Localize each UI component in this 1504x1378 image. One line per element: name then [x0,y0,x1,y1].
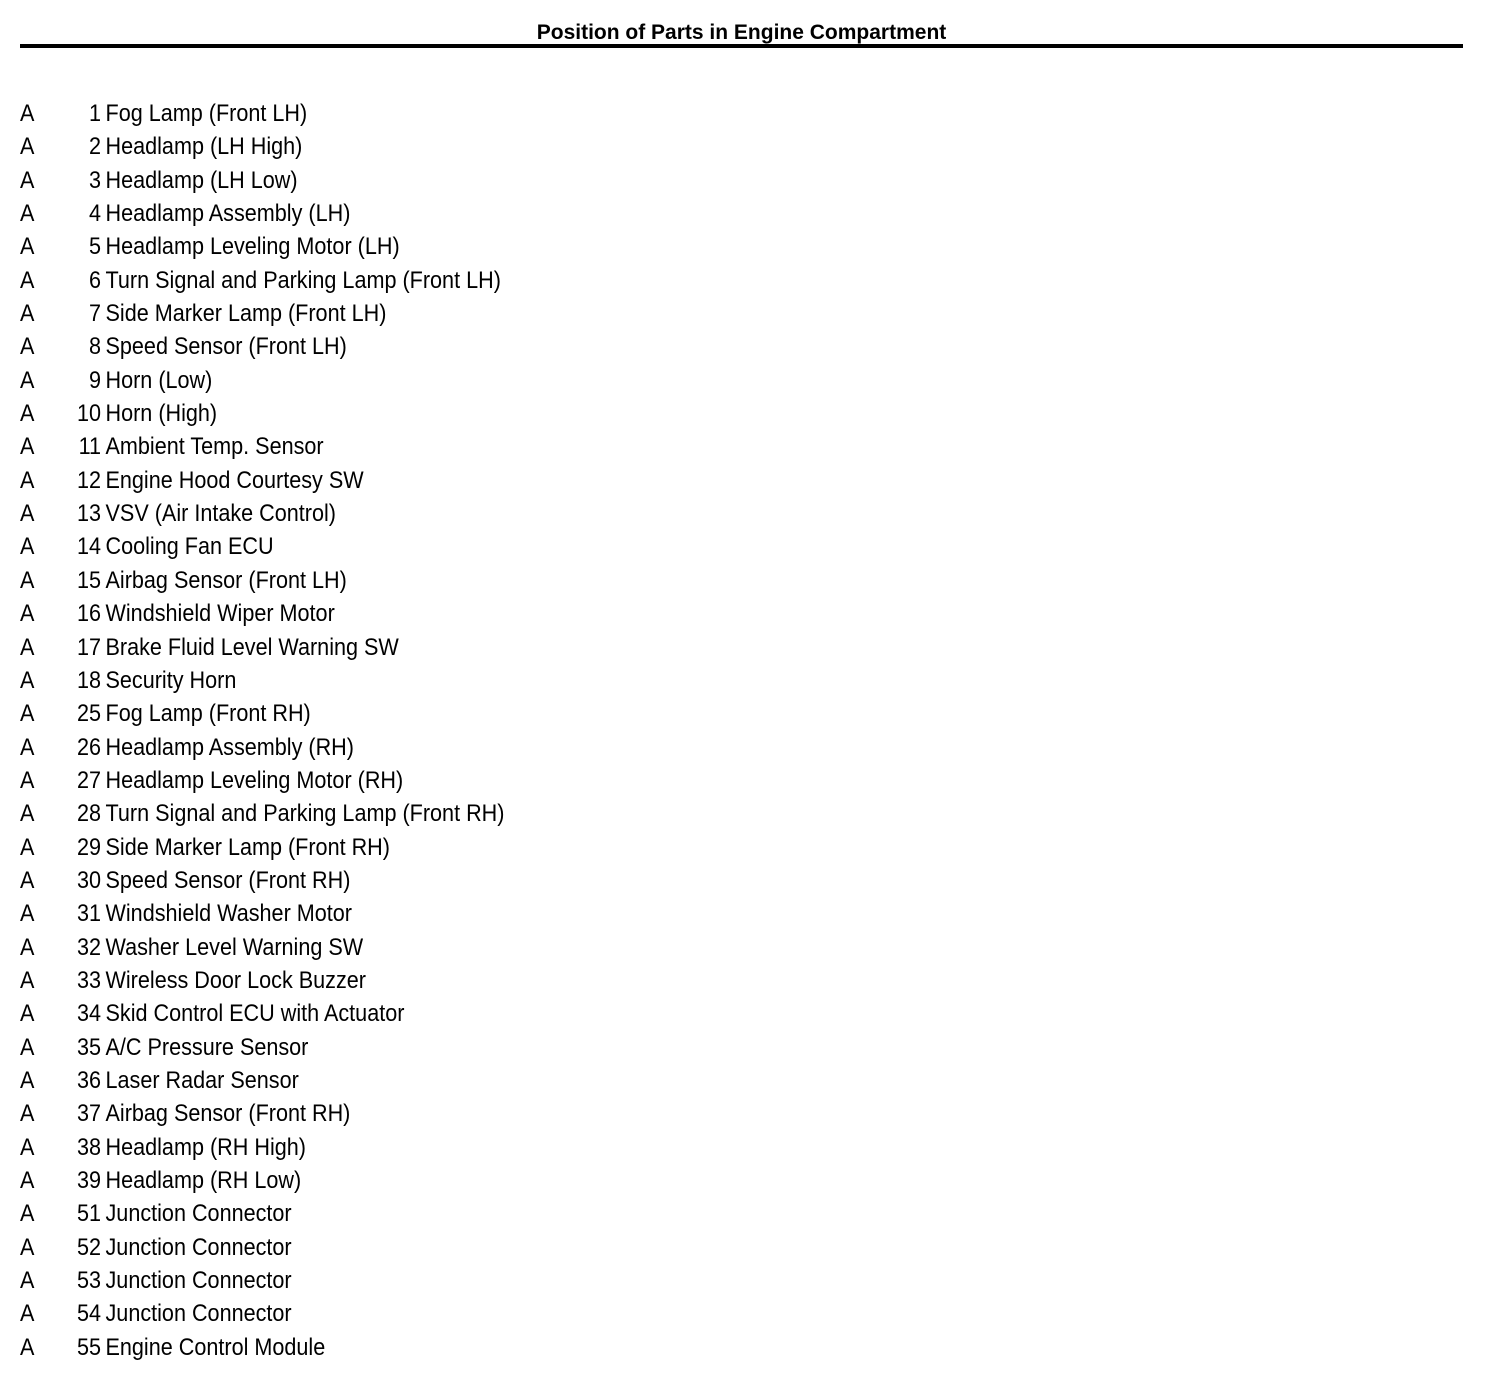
part-row [20,764,650,797]
part-number: 52 [76,1233,101,1261]
part-row [20,230,650,263]
part-name: Security Horn [105,666,237,694]
part-name: Windshield Wiper Motor [105,600,335,628]
part-code: A [20,1066,35,1094]
part-name: A/C Pressure Sensor [105,1033,309,1061]
part-number: 3 [88,166,101,194]
part-code: A [20,833,35,861]
part-number: 7 [88,300,101,328]
part-number: 53 [76,1267,101,1295]
part-name: Headlamp Assembly (LH) [105,200,351,228]
part-name: Headlamp Leveling Motor (RH) [105,766,404,794]
part-row [20,197,650,230]
part-number: 29 [76,833,101,861]
part-row [20,1031,650,1064]
part-code: A [20,466,35,494]
part-row [20,164,650,197]
part-number: 31 [76,900,101,928]
part-code: A [20,400,35,428]
part-row [20,1164,650,1197]
part-name: Brake Fluid Level Warning SW [105,633,399,661]
part-row [20,664,650,697]
part-name: Fog Lamp (Front RH) [105,700,311,728]
part-name: Cooling Fan ECU [105,533,274,561]
part-number: 55 [76,1333,101,1361]
part-row [20,1064,650,1097]
part-name: Engine Hood Courtesy SW [105,466,364,494]
part-name: Headlamp (RH High) [105,1133,306,1161]
part-code: A [20,1200,35,1228]
part-name: Washer Level Warning SW [105,933,364,961]
part-row [20,330,650,363]
part-row [20,1331,650,1364]
part-number: 51 [76,1200,101,1228]
part-code: A [20,433,35,461]
part-name: Headlamp (RH Low) [105,1167,302,1194]
part-code: A [20,1233,35,1261]
part-number: 6 [88,266,101,294]
part-row [20,597,650,630]
part-code: A [20,333,35,361]
part-row [20,931,650,964]
part-name: Headlamp (LH Low) [105,166,298,194]
part-number: 54 [76,1300,101,1328]
part-number: 25 [76,700,101,728]
part-code: A [20,133,35,161]
part-row [20,564,650,597]
part-code: A [20,1133,35,1161]
part-row [20,897,650,930]
part-code: A [20,1267,35,1295]
part-code: A [20,200,35,228]
part-code: A [20,1300,35,1328]
part-name: Headlamp Leveling Motor (LH) [105,233,400,261]
part-row [20,297,650,330]
part-row [20,1231,650,1264]
part-row [20,1097,650,1130]
part-number: 2 [88,133,101,161]
part-code: A [20,700,35,728]
part-number: 35 [76,1033,101,1061]
part-row [20,797,650,830]
part-number: 33 [76,966,101,994]
part-number: 14 [76,533,101,561]
part-number: 16 [76,600,101,628]
part-row [20,1297,650,1330]
part-name: Headlamp (LH High) [105,133,303,161]
part-code: A [20,533,35,561]
part-name: Horn (High) [105,400,218,428]
part-name: VSV (Air Intake Control) [105,500,336,528]
parts-list [20,97,720,1364]
part-code: A [20,500,35,528]
part-row [20,97,650,130]
part-number: 10 [76,400,101,428]
part-name: Skid Control ECU with Actuator [105,1000,405,1028]
part-row [20,130,650,163]
part-number: 18 [76,666,101,694]
part-code: A [20,800,35,828]
part-name: Ambient Temp. Sensor [105,433,324,461]
part-number: 38 [76,1133,101,1161]
part-code: A [20,633,35,661]
part-row [20,631,650,664]
part-number: 13 [76,500,101,528]
page-title: Position of Parts in Engine Compartment [536,21,947,44]
part-name: Junction Connector [105,1300,292,1328]
part-code: A [20,566,35,594]
part-name: Airbag Sensor (Front RH) [105,1100,351,1128]
part-code: A [20,600,35,628]
part-number: 39 [76,1167,101,1194]
part-row [20,1264,650,1297]
part-name: Speed Sensor (Front LH) [105,333,347,361]
part-row [20,497,650,530]
part-name: Engine Control Module [105,1333,326,1361]
part-name: Wireless Door Lock Buzzer [105,966,366,994]
part-code: A [20,766,35,794]
part-code: A [20,900,35,928]
part-row [20,1131,650,1164]
part-row [20,731,650,764]
part-name: Airbag Sensor (Front LH) [105,566,347,594]
part-name: Laser Radar Sensor [105,1066,299,1094]
part-code: A [20,100,35,127]
part-number: 28 [76,800,101,828]
part-row [20,530,650,563]
part-number: 26 [76,733,101,761]
part-code: A [20,300,35,328]
part-name: Horn (Low) [105,366,213,394]
part-code: A [20,1000,35,1028]
part-number: 15 [76,566,101,594]
part-code: A [20,733,35,761]
part-row [20,430,650,463]
title-divider [20,44,1463,48]
part-number: 9 [88,366,101,394]
part-row [20,1197,650,1230]
part-name: Junction Connector [105,1233,292,1261]
part-row [20,397,650,430]
part-number: 37 [76,1100,101,1128]
part-number: 32 [76,933,101,961]
part-name: Turn Signal and Parking Lamp (Front LH) [105,266,501,294]
part-number: 5 [88,233,101,261]
part-number: 30 [76,866,101,894]
part-code: A [20,266,35,294]
part-number: 8 [88,333,101,361]
part-number: 4 [88,200,101,228]
part-row [20,264,650,297]
part-row [20,364,650,397]
part-name: Headlamp Assembly (RH) [105,733,354,761]
part-row [20,464,650,497]
part-name: Windshield Washer Motor [105,900,352,928]
part-name: Fog Lamp (Front LH) [105,100,308,127]
part-number: 36 [76,1066,101,1094]
part-name: Junction Connector [105,1200,292,1228]
part-code: A [20,1333,35,1361]
part-code: A [20,1033,35,1061]
part-row [20,864,650,897]
part-name: Turn Signal and Parking Lamp (Front RH) [105,800,505,828]
part-code: A [20,1167,35,1194]
part-code: A [20,933,35,961]
part-row [20,697,650,730]
part-number: 1 [88,100,101,127]
part-number: 11 [78,433,101,461]
part-number: 12 [76,466,101,494]
part-code: A [20,166,35,194]
part-code: A [20,233,35,261]
part-name: Side Marker Lamp (Front RH) [105,833,390,861]
part-row [20,964,650,997]
part-name: Junction Connector [105,1267,292,1295]
part-row [20,997,650,1030]
part-number: 27 [76,766,101,794]
part-code: A [20,666,35,694]
part-name: Side Marker Lamp (Front LH) [105,300,387,328]
part-code: A [20,1100,35,1128]
part-code: A [20,966,35,994]
part-name: Speed Sensor (Front RH) [105,866,351,894]
part-code: A [20,866,35,894]
part-number: 17 [76,633,101,661]
part-number: 34 [76,1000,101,1028]
part-code: A [20,366,35,394]
part-row [20,831,650,864]
